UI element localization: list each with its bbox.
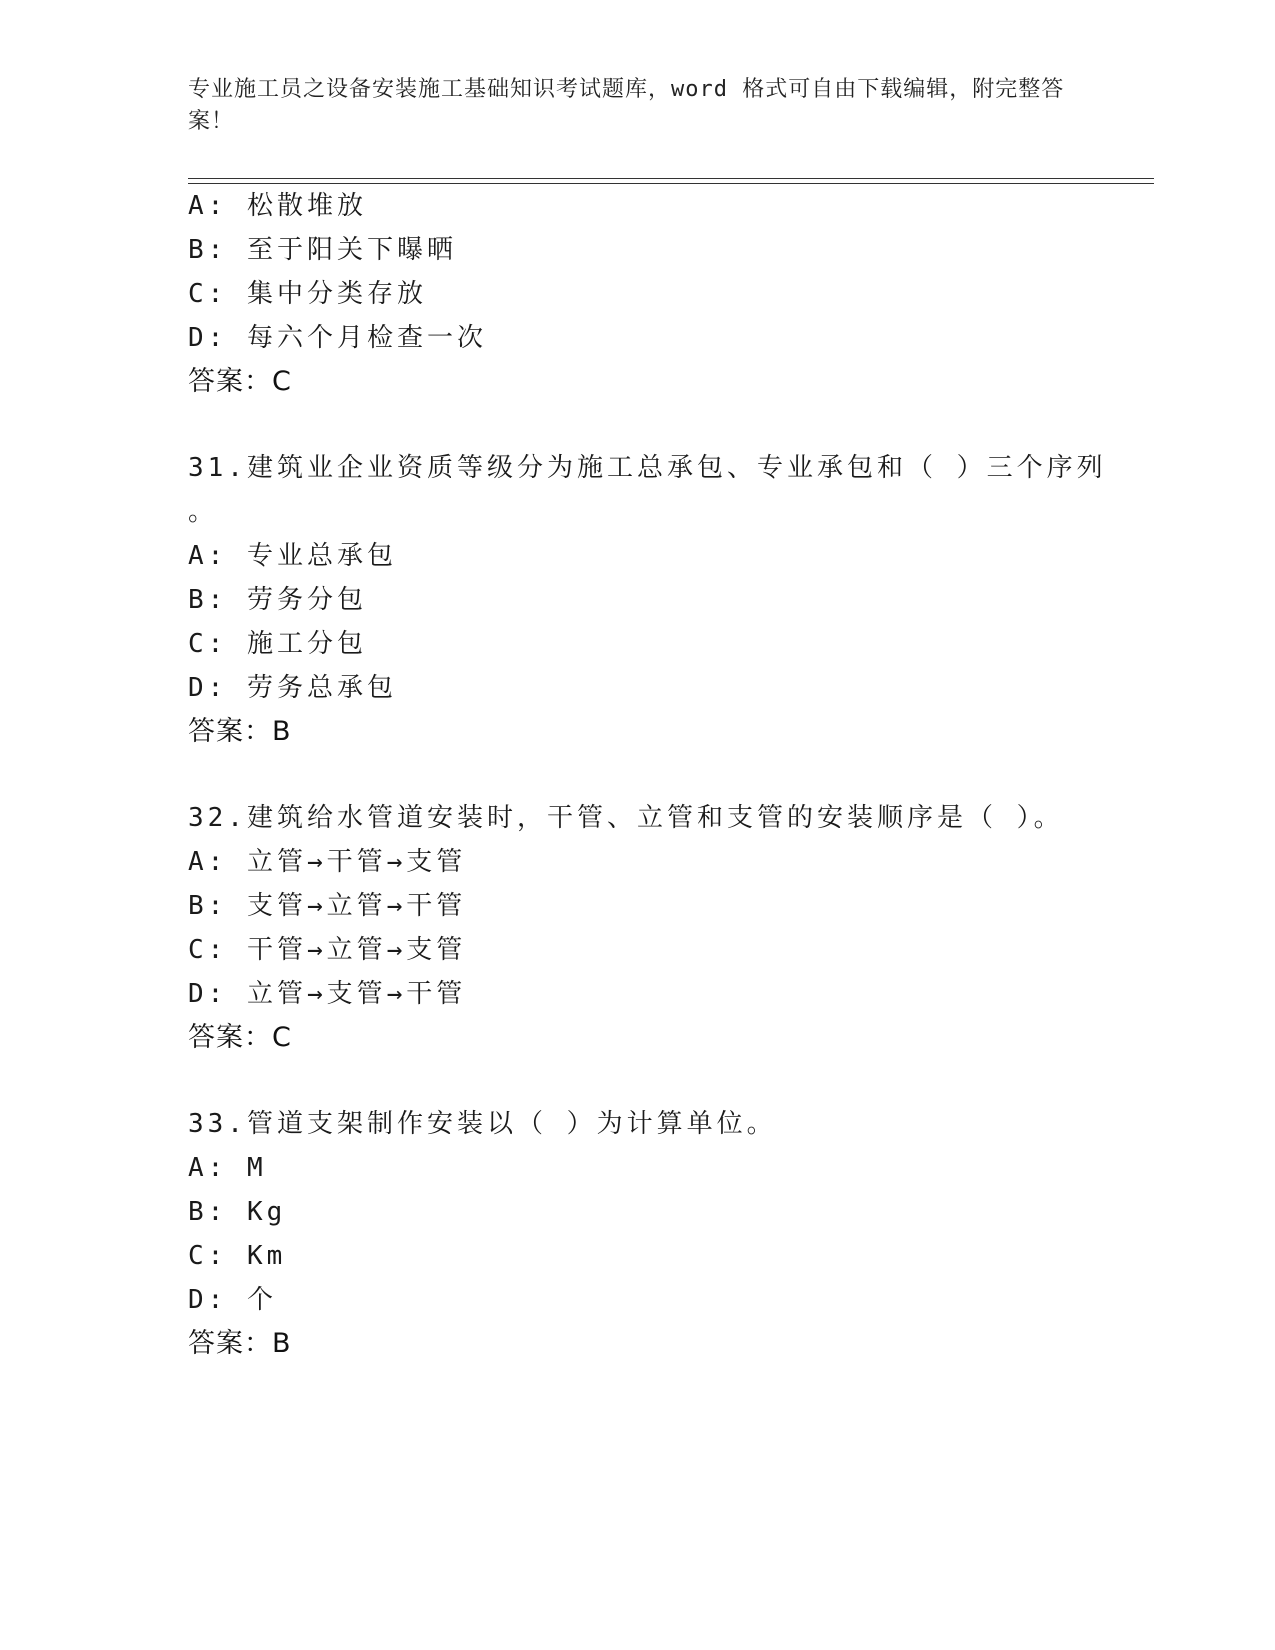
option-letter: A: xyxy=(188,191,228,221)
header-divider-top xyxy=(188,178,1154,179)
option-a xyxy=(188,190,367,222)
option-letter: B: xyxy=(188,1197,228,1227)
option-letter: B: xyxy=(188,235,228,265)
option-letter: D: xyxy=(188,673,228,703)
option-c xyxy=(188,278,427,310)
option-text: 至于阳关下曝晒 xyxy=(246,235,457,265)
question-text-continued: 。 xyxy=(188,497,219,527)
option-text: M xyxy=(246,1153,267,1183)
option-letter: C: xyxy=(188,629,228,659)
question-text: 31.建筑业企业资质等级分为施工总承包、专业承包和（ ）三个序列 xyxy=(188,453,1107,483)
option-b xyxy=(188,234,457,266)
question-text: 32.建筑给水管道安装时，干管、立管和支管的安装顺序是（ ）。 xyxy=(188,803,1064,833)
option-letter: A: xyxy=(188,541,228,571)
option-text: Km xyxy=(246,1241,287,1271)
option-letter: A: xyxy=(188,1153,228,1183)
option-letter: D: xyxy=(188,979,228,1009)
option-c xyxy=(188,628,367,660)
option-c xyxy=(188,934,466,966)
option-text: 专业总承包 xyxy=(246,541,397,571)
option-letter: C: xyxy=(188,935,228,965)
option-text: 立管→干管→支管 xyxy=(246,847,467,877)
option-b xyxy=(188,584,367,616)
option-a xyxy=(188,540,397,572)
answer-line: 答案：C xyxy=(188,366,292,397)
option-d xyxy=(188,322,487,354)
option-letter: B: xyxy=(188,891,228,921)
answer-line: 答案：B xyxy=(188,716,292,747)
option-text: 施工分包 xyxy=(246,629,367,659)
option-text: 每六个月检查一次 xyxy=(246,323,487,353)
option-text: 松散堆放 xyxy=(246,191,367,221)
option-d xyxy=(188,978,466,1010)
option-text: 支管→立管→干管 xyxy=(246,891,467,921)
option-letter: A: xyxy=(188,847,228,877)
option-letter: C: xyxy=(188,1241,228,1271)
option-letter: D: xyxy=(188,323,228,353)
option-c xyxy=(188,1240,286,1272)
option-letter: D: xyxy=(188,1285,228,1315)
option-a xyxy=(188,846,466,878)
option-d xyxy=(188,672,397,704)
question-text: 33.管道支架制作安装以（ ）为计算单位。 xyxy=(188,1109,777,1139)
option-a xyxy=(188,1152,267,1184)
option-text: 个 xyxy=(246,1285,277,1315)
option-letter: B: xyxy=(188,585,228,615)
document-header-title: 专业施工员之设备安装施工基础知识考试题库，word 格式可自由下载编辑，附完整答案！ xyxy=(188,77,1065,134)
option-b xyxy=(188,890,466,922)
option-text: 干管→立管→支管 xyxy=(246,935,467,965)
answer-line: 答案：B xyxy=(188,1328,292,1359)
header-divider-bottom xyxy=(188,183,1154,184)
option-text: 集中分类存放 xyxy=(246,279,427,309)
option-text: 劳务分包 xyxy=(246,585,367,615)
option-text: 立管→支管→干管 xyxy=(246,979,467,1009)
answer-line: 答案：C xyxy=(188,1022,292,1053)
option-b xyxy=(188,1196,286,1228)
option-letter: C: xyxy=(188,279,228,309)
option-d xyxy=(188,1284,277,1316)
option-text: 劳务总承包 xyxy=(246,673,397,703)
option-text: Kg xyxy=(246,1197,287,1227)
